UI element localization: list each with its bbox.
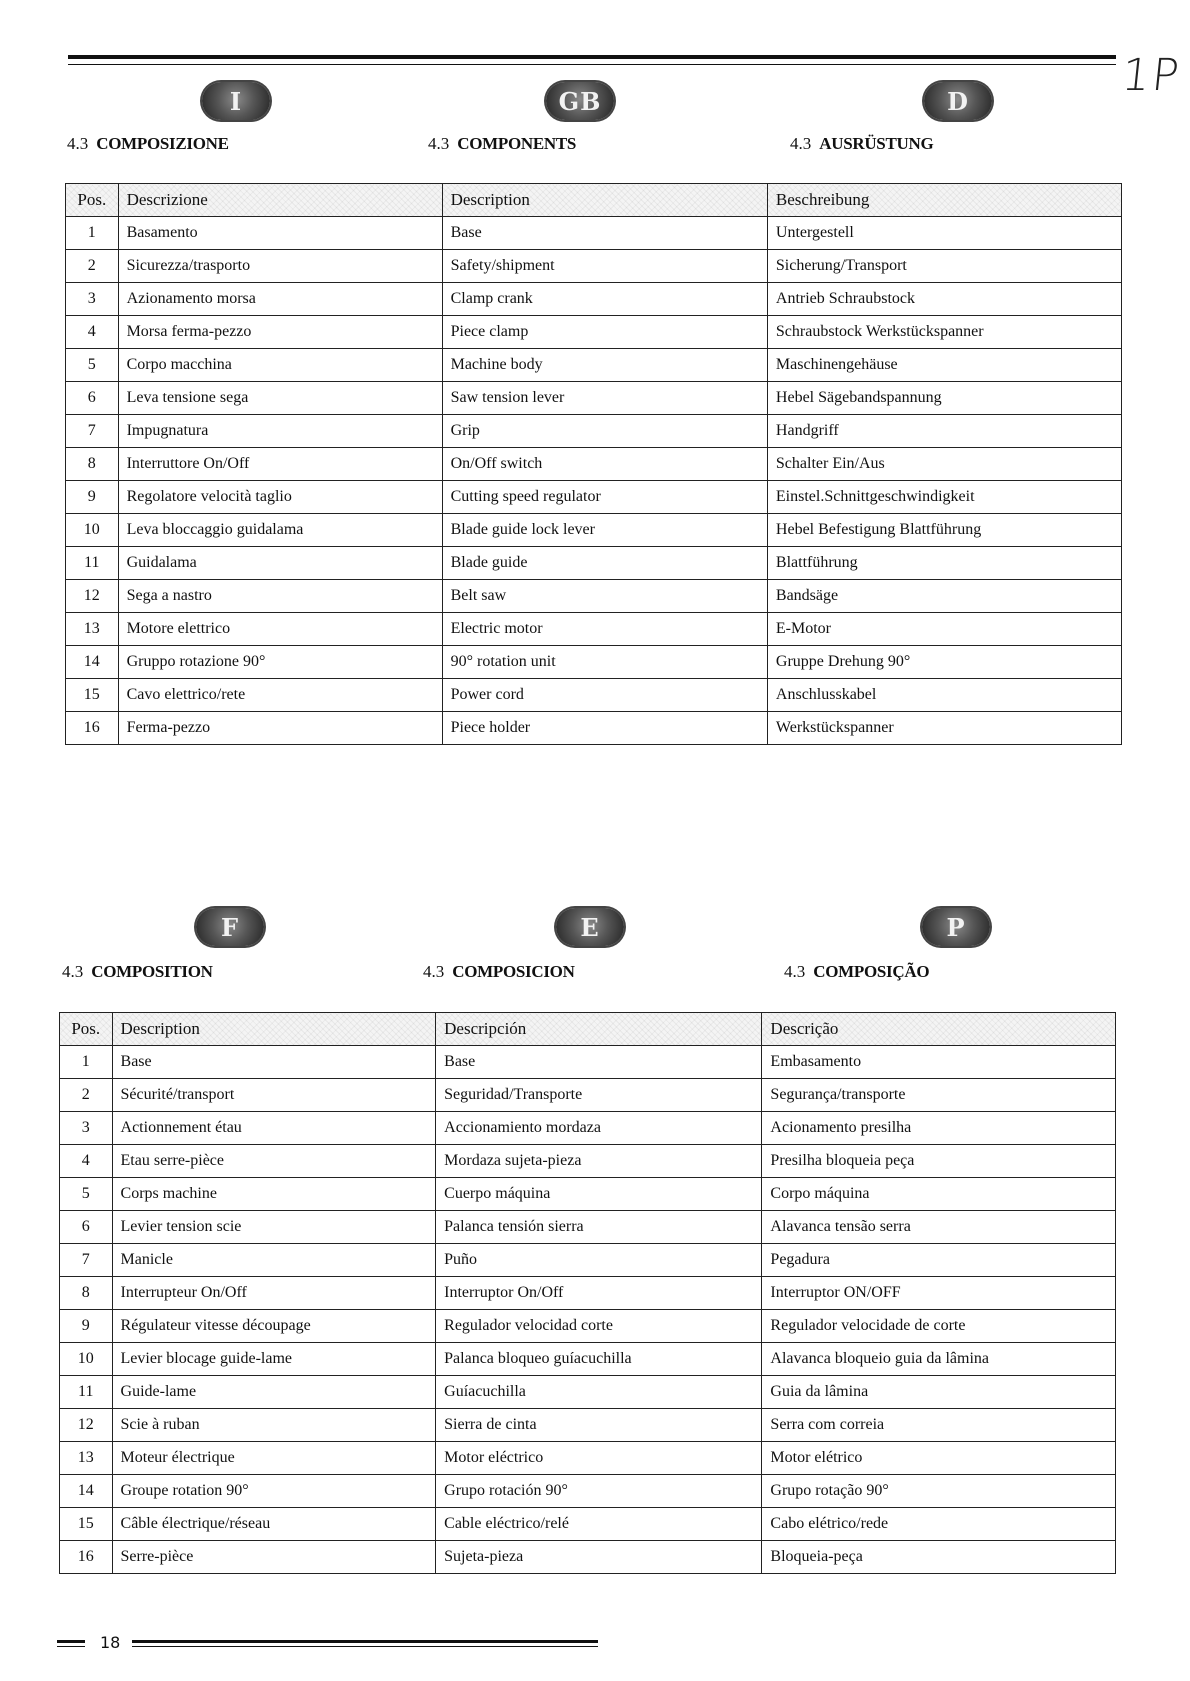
- cell-text: Machine body: [442, 349, 767, 382]
- language-badge-p: P: [922, 908, 990, 946]
- cell-text: Werkstückspanner: [767, 712, 1121, 745]
- section-title-e: [423, 962, 575, 982]
- parts-table-top: [65, 183, 1122, 745]
- cell-pos: 6: [66, 382, 119, 415]
- cell-pos: 16: [66, 712, 119, 745]
- cell-pos: 8: [66, 448, 119, 481]
- cell-pos: 14: [66, 646, 119, 679]
- cell-text: Gruppe Drehung 90°: [767, 646, 1121, 679]
- cell-text: Scie à ruban: [112, 1409, 436, 1442]
- cell-text: Interruptor On/Off: [436, 1277, 762, 1310]
- table-row: [66, 646, 1122, 679]
- cell-text: Grupo rotação 90°: [762, 1475, 1116, 1508]
- section-number: 4.3: [790, 134, 812, 153]
- cell-text: Electric motor: [442, 613, 767, 646]
- cell-text: Base: [442, 217, 767, 250]
- cell-text: Embasamento: [762, 1046, 1116, 1079]
- parts-table-bottom: [59, 1012, 1116, 1574]
- cell-text: Cabo elétrico/rede: [762, 1508, 1116, 1541]
- cell-text: Manicle: [112, 1244, 436, 1277]
- cell-text: Ferma-pezzo: [118, 712, 442, 745]
- cell-text: Mordaza sujeta-pieza: [436, 1145, 762, 1178]
- table-row: [60, 1343, 1116, 1376]
- cell-pos: 11: [66, 547, 119, 580]
- cell-text: Basamento: [118, 217, 442, 250]
- cell-text: Grip: [442, 415, 767, 448]
- cell-text: Câble électrique/réseau: [112, 1508, 436, 1541]
- cell-pos: 2: [66, 250, 119, 283]
- section-title-i: [67, 134, 229, 154]
- cell-text: Groupe rotation 90°: [112, 1475, 436, 1508]
- cell-text: Piece clamp: [442, 316, 767, 349]
- cell-text: Grupo rotación 90°: [436, 1475, 762, 1508]
- cell-text: Guia da lâmina: [762, 1376, 1116, 1409]
- header-descrizione: Descrizione: [118, 184, 442, 217]
- section-number: 4.3: [62, 962, 84, 981]
- cell-text: Interruptor ON/OFF: [762, 1277, 1116, 1310]
- table-row: [66, 283, 1122, 316]
- header-beschreibung: Beschreibung: [767, 184, 1121, 217]
- cell-pos: 5: [60, 1178, 113, 1211]
- cell-pos: 9: [60, 1310, 113, 1343]
- cell-pos: 6: [60, 1211, 113, 1244]
- table-row: [66, 382, 1122, 415]
- cell-text: Guidalama: [118, 547, 442, 580]
- table-row: [66, 514, 1122, 547]
- cell-text: Gruppo rotazione 90°: [118, 646, 442, 679]
- cell-text: Interruttore On/Off: [118, 448, 442, 481]
- table-row: [60, 1508, 1116, 1541]
- cell-pos: 12: [60, 1409, 113, 1442]
- cell-text: Antrieb Schraubstock: [767, 283, 1121, 316]
- header-descricao: Descrição: [762, 1013, 1116, 1046]
- table-row: [66, 415, 1122, 448]
- section-heading: COMPOSIZIONE: [96, 134, 229, 153]
- cell-text: E-Motor: [767, 613, 1121, 646]
- cell-text: Presilha bloqueia peça: [762, 1145, 1116, 1178]
- top-rule-thick: [68, 55, 1116, 59]
- table-row: [60, 1277, 1116, 1310]
- cell-pos: 11: [60, 1376, 113, 1409]
- section-title-gb: [428, 134, 576, 154]
- cell-pos: 9: [66, 481, 119, 514]
- footer-left-rule-thin: [57, 1646, 85, 1647]
- cell-text: Palanca bloqueo guíacuchilla: [436, 1343, 762, 1376]
- cell-pos: 5: [66, 349, 119, 382]
- table-header-row: [60, 1013, 1116, 1046]
- section-title-f: [62, 962, 213, 982]
- table-row: [66, 547, 1122, 580]
- table-row: [60, 1541, 1116, 1574]
- cell-pos: 2: [60, 1079, 113, 1112]
- cell-text: Sega a nastro: [118, 580, 442, 613]
- cell-text: Etau serre-pièce: [112, 1145, 436, 1178]
- cell-text: Morsa ferma-pezzo: [118, 316, 442, 349]
- header-description: Description: [442, 184, 767, 217]
- section-number: 4.3: [423, 962, 445, 981]
- language-badge-gb: GB: [546, 82, 614, 120]
- cell-pos: 10: [66, 514, 119, 547]
- section-number: 4.3: [428, 134, 450, 153]
- cell-pos: 15: [60, 1508, 113, 1541]
- table-row: [66, 217, 1122, 250]
- cell-text: Saw tension lever: [442, 382, 767, 415]
- cell-text: Serre-pièce: [112, 1541, 436, 1574]
- language-badge-f: F: [196, 908, 264, 946]
- cell-text: Seguridad/Transporte: [436, 1079, 762, 1112]
- cell-text: Safety/shipment: [442, 250, 767, 283]
- cell-pos: 1: [60, 1046, 113, 1079]
- language-badge-i: I: [202, 82, 270, 120]
- cell-text: Corps machine: [112, 1178, 436, 1211]
- section-heading: COMPOSICION: [452, 962, 575, 981]
- table-row: [60, 1244, 1116, 1277]
- section-heading: COMPOSITION: [91, 962, 213, 981]
- cell-text: Impugnatura: [118, 415, 442, 448]
- footer-left-rule-thick: [57, 1640, 85, 1643]
- cell-text: Levier tension scie: [112, 1211, 436, 1244]
- table-row: [60, 1409, 1116, 1442]
- table-row: [66, 316, 1122, 349]
- section-number: 4.3: [67, 134, 89, 153]
- cell-text: Maschinengehäuse: [767, 349, 1121, 382]
- cell-text: Corpo macchina: [118, 349, 442, 382]
- cell-text: Palanca tensión sierra: [436, 1211, 762, 1244]
- cell-text: Handgriff: [767, 415, 1121, 448]
- cell-text: Segurança/transporte: [762, 1079, 1116, 1112]
- handwritten-annotation: 1P: [1119, 50, 1184, 101]
- table-row: [60, 1310, 1116, 1343]
- cell-text: Base: [436, 1046, 762, 1079]
- table-row: [66, 448, 1122, 481]
- section-heading: COMPONENTS: [457, 134, 577, 153]
- cell-text: Serra com correia: [762, 1409, 1116, 1442]
- cell-text: Cable eléctrico/relé: [436, 1508, 762, 1541]
- table-row: [60, 1145, 1116, 1178]
- top-rule-thin: [68, 64, 1116, 65]
- cell-text: Regulador velocidade de corte: [762, 1310, 1116, 1343]
- cell-pos: 16: [60, 1541, 113, 1574]
- cell-text: Piece holder: [442, 712, 767, 745]
- table-row: [66, 250, 1122, 283]
- section-number: 4.3: [784, 962, 806, 981]
- header-description: Description: [112, 1013, 436, 1046]
- cell-text: Cuerpo máquina: [436, 1178, 762, 1211]
- cell-text: Leva bloccaggio guidalama: [118, 514, 442, 547]
- table-row: [60, 1112, 1116, 1145]
- cell-pos: 12: [66, 580, 119, 613]
- cell-text: Accionamiento mordaza: [436, 1112, 762, 1145]
- cell-pos: 15: [66, 679, 119, 712]
- cell-pos: 13: [60, 1442, 113, 1475]
- language-badge-d: D: [924, 82, 992, 120]
- cell-text: Régulateur vitesse découpage: [112, 1310, 436, 1343]
- cell-text: Interrupteur On/Off: [112, 1277, 436, 1310]
- cell-text: Einstel.Schnittgeschwindigkeit: [767, 481, 1121, 514]
- cell-text: Azionamento morsa: [118, 283, 442, 316]
- cell-text: Schraubstock Werkstückspanner: [767, 316, 1121, 349]
- cell-text: Clamp crank: [442, 283, 767, 316]
- cell-pos: 10: [60, 1343, 113, 1376]
- cell-text: Alavanca bloqueio guia da lâmina: [762, 1343, 1116, 1376]
- section-title-d: [790, 134, 933, 154]
- cell-text: Guíacuchilla: [436, 1376, 762, 1409]
- cell-text: Guide-lame: [112, 1376, 436, 1409]
- page-number: 18: [100, 1633, 121, 1652]
- cell-text: Cutting speed regulator: [442, 481, 767, 514]
- footer-right-rule-thick: [132, 1640, 598, 1643]
- cell-text: Sujeta-pieza: [436, 1541, 762, 1574]
- cell-pos: 3: [60, 1112, 113, 1145]
- cell-pos: 4: [60, 1145, 113, 1178]
- cell-text: Regulador velocidad corte: [436, 1310, 762, 1343]
- table-row: [60, 1475, 1116, 1508]
- cell-pos: 4: [66, 316, 119, 349]
- table-row: [66, 613, 1122, 646]
- cell-text: Power cord: [442, 679, 767, 712]
- cell-text: Sicherung/Transport: [767, 250, 1121, 283]
- cell-text: Anschlusskabel: [767, 679, 1121, 712]
- cell-text: Sierra de cinta: [436, 1409, 762, 1442]
- table-row: [60, 1442, 1116, 1475]
- section-heading: AUSRÜSTUNG: [819, 134, 934, 153]
- table-row: [66, 481, 1122, 514]
- cell-text: Alavanca tensão serra: [762, 1211, 1116, 1244]
- table-row: [60, 1211, 1116, 1244]
- cell-text: Schalter Ein/Aus: [767, 448, 1121, 481]
- cell-text: Leva tensione sega: [118, 382, 442, 415]
- header-pos: Pos.: [60, 1013, 113, 1046]
- cell-text: Bloqueia-peça: [762, 1541, 1116, 1574]
- cell-text: Untergestell: [767, 217, 1121, 250]
- section-title-p: [784, 962, 929, 982]
- header-descripcion: Descripción: [436, 1013, 762, 1046]
- cell-text: Base: [112, 1046, 436, 1079]
- cell-text: Blade guide lock lever: [442, 514, 767, 547]
- cell-pos: 8: [60, 1277, 113, 1310]
- section-heading: COMPOSIÇÃO: [813, 962, 930, 981]
- table-row: [60, 1178, 1116, 1211]
- cell-text: 90° rotation unit: [442, 646, 767, 679]
- cell-text: Corpo máquina: [762, 1178, 1116, 1211]
- table-row: [60, 1046, 1116, 1079]
- table-row: [66, 580, 1122, 613]
- table-header-row: [66, 184, 1122, 217]
- cell-pos: 14: [60, 1475, 113, 1508]
- cell-text: Motor eléctrico: [436, 1442, 762, 1475]
- cell-text: Regolatore velocità taglio: [118, 481, 442, 514]
- language-badge-e: E: [556, 908, 624, 946]
- cell-pos: 1: [66, 217, 119, 250]
- cell-text: Motore elettrico: [118, 613, 442, 646]
- cell-pos: 3: [66, 283, 119, 316]
- table-row: [66, 679, 1122, 712]
- cell-text: Belt saw: [442, 580, 767, 613]
- table-row: [66, 349, 1122, 382]
- cell-pos: 7: [60, 1244, 113, 1277]
- cell-text: Blattführung: [767, 547, 1121, 580]
- table-row: [66, 712, 1122, 745]
- cell-text: Hebel Sägebandspannung: [767, 382, 1121, 415]
- cell-text: Sicurezza/trasporto: [118, 250, 442, 283]
- cell-pos: 13: [66, 613, 119, 646]
- cell-text: On/Off switch: [442, 448, 767, 481]
- cell-text: Puño: [436, 1244, 762, 1277]
- cell-text: Blade guide: [442, 547, 767, 580]
- cell-text: Actionnement étau: [112, 1112, 436, 1145]
- footer-right-rule-thin: [132, 1646, 598, 1647]
- table-row: [60, 1079, 1116, 1112]
- cell-text: Hebel Befestigung Blattführung: [767, 514, 1121, 547]
- header-pos: Pos.: [66, 184, 119, 217]
- cell-pos: 7: [66, 415, 119, 448]
- table-row: [60, 1376, 1116, 1409]
- cell-text: Levier blocage guide-lame: [112, 1343, 436, 1376]
- cell-text: Motor elétrico: [762, 1442, 1116, 1475]
- cell-text: Acionamento presilha: [762, 1112, 1116, 1145]
- cell-text: Moteur électrique: [112, 1442, 436, 1475]
- cell-text: Sécurité/transport: [112, 1079, 436, 1112]
- cell-text: Bandsäge: [767, 580, 1121, 613]
- cell-text: Cavo elettrico/rete: [118, 679, 442, 712]
- cell-text: Pegadura: [762, 1244, 1116, 1277]
